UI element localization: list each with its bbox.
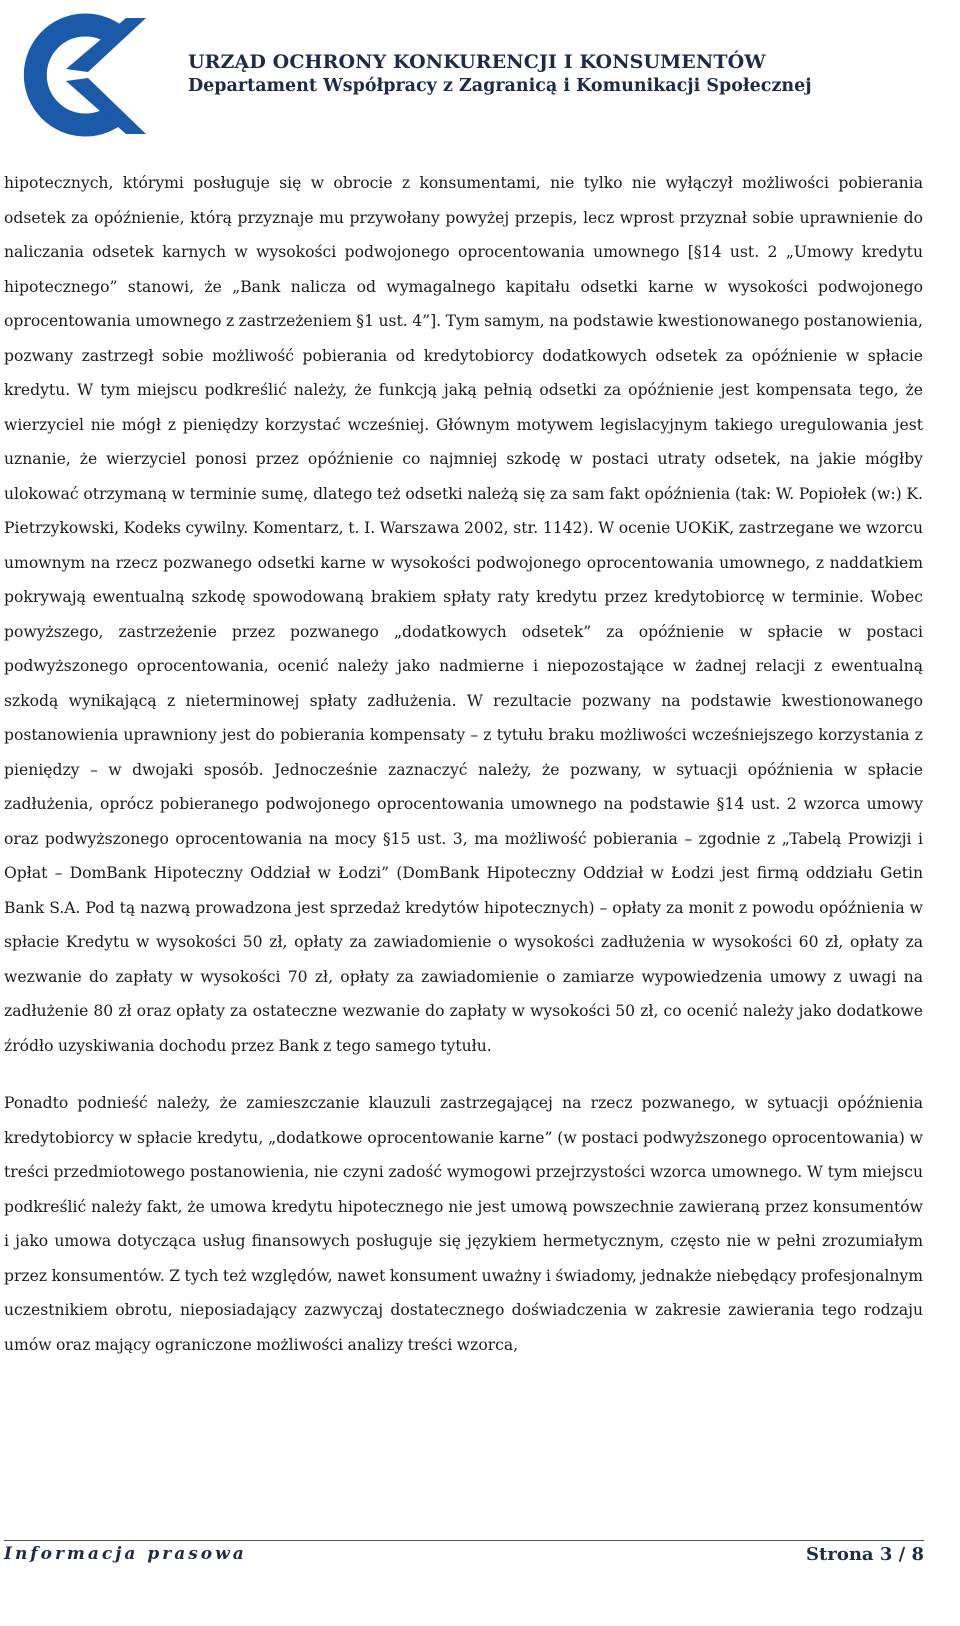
footer-divider: [4, 1540, 924, 1541]
page-header: [0, 0, 960, 150]
paragraph-2: Ponadto podnieść należy, że zamieszczanie klauzuli zastrzegającej na rzecz pozwanego, w sytuacji opóźnienia kredytobiorcy w spłacie kredytu, „dodatkowe oprocentowanie karne” (w postaci podwyższonego oprocentowania) w treści przedmiotowego postanowienia, nie czyni zadość wymogowi przejrzystości wzorca umownego. W tym miejscu podkreślić należy fakt, że umowa kredytu hipotecznego nie jest umową powszechnie zawieraną przez konsumentów i jako umowa dotycząca usług finansowych posługuje się językiem hermetycznym, często nie w pełni zrozumiałym przez konsumentów. Z tych też względów, nawet konsument uważny i świadomy, jednakże niebędący profesjonalnym uczestnikiem obrotu, nieposiadający zazwyczaj dostatecznego doświadczenia w zakresie zawierania tego rodzaju umów oraz mający ograniczone możliwości analizy treści wzorca,: [4, 1094, 923, 1354]
footer-page-number: Strona 3 / 8: [806, 1544, 924, 1565]
uokik-logo: [22, 10, 152, 140]
footer-document-type: Informacja prasowa: [4, 1544, 247, 1564]
department-name: Departament Współpracy z Zagranicą i Komunikacji Społecznej: [188, 76, 812, 96]
organization-name: URZĄD OCHRONY KONKURENCJI I KONSUMENTÓW: [188, 51, 766, 73]
organization-block: [188, 50, 948, 98]
document-body: [4, 166, 923, 1362]
paragraph-1: hipotecznych, którymi posługuje się w obrocie z konsumentami, nie tylko nie wyłączył możliwości pobierania odsetek za opóźnienie, którą przyznaje mu przywołany powyżej przepis, lecz wprost przyznał sobie uprawnienie do naliczania odsetek karnych w wysokości podwojonego oprocentowania umownego [§14 ust. 2 „Umowy kredytu hipotecznego” stanowi, że „Bank nalicza od wymagalnego kapitału odsetki karne w wysokości podwojonego oprocentowania umownego z zastrzeżeniem §1 ust. 4”]. Tym samym, na podstawie kwestionowanego postanowienia, pozwany zastrzegł sobie możliwość pobierania od kredytobiorcy dodatkowych odsetek za opóźnienie w spłacie kredytu. W tym miejscu podkreślić należy, że funkcją jaką pełnią odsetki za opóźnienie jest kompensata tego, że wierzyciel nie mógł z pieniędzy korzystać wcześniej. Głównym motywem legislacyjnym takiego uregulowania jest uznanie, że wierzyciel ponosi przez opóźnienie co najmniej szkodę w postaci utraty odsetek, na jakie mógłby ulokować otrzymaną w terminie sumę, dlatego też odsetki należą się za sam fakt opóźnienia (tak: W. Popiołek (w:) K. Pietrzykowski, Kodeks cywilny. Komentarz, t. I. Warszawa 2002, str. 1142). W ocenie UOKiK, zastrzegane we wzorcu umownym na rzecz pozwanego odsetki karne w wysokości podwojonego oprocentowania umownego, z naddatkiem pokrywają ewentualną szkodę spowodowaną brakiem spłaty raty kredytu przez kredytobiorcę w terminie. Wobec powyższego, zastrzeżenie przez pozwanego „dodatkowych odsetek” za opóźnienie w spłacie w postaci podwyższonego oprocentowania, ocenić należy jako nadmierne i niepozostające w żadnej relacji z ewentualną szkodą wynikającą z nieterminowej spłaty zadłużenia. W rezultacie pozwany na podstawie kwestionowanego postanowienia uprawniony jest do pobierania kompensaty – z tytułu braku możliwości wcześniejszego korzystania z pieniędzy – w dwojaki sposób. Jednocześnie zaznaczyć należy, że pozwany, w sytuacji opóźnienia w spłacie zadłużenia, oprócz pobieranego podwojonego oprocentowania umownego na podstawie §14 ust. 2 wzorca umowy oraz podwyższonego oprocentowania na mocy §15 ust. 3, ma możliwość pobierania – zgodnie z „Tabelą Prowizji i Opłat – DomBank Hipoteczny Oddział w Łodzi” (DomBank Hipoteczny Oddział w Łodzi jest firmą oddziału Getin Bank S.A. Pod tą nazwą prowadzona jest sprzedaż kredytów hipotecznych) – opłaty za monit z powodu opóźnienia w spłacie Kredytu w wysokości 50 zł, opłaty za zawiadomienie o wysokości zadłużenia w wysokości 60 zł, opłaty za wezwanie do zapłaty w wysokości 70 zł, opłaty za zawiadomienie o zamiarze wypowiedzenia umowy z uwagi na zadłużenie 80 zł oraz opłaty za ostateczne wezwanie do zapłaty w wysokości 50 zł, co ocenić należy jako dodatkowe źródło uzyskiwania dochodu przez Bank z tego samego tytułu.: [4, 174, 923, 1055]
